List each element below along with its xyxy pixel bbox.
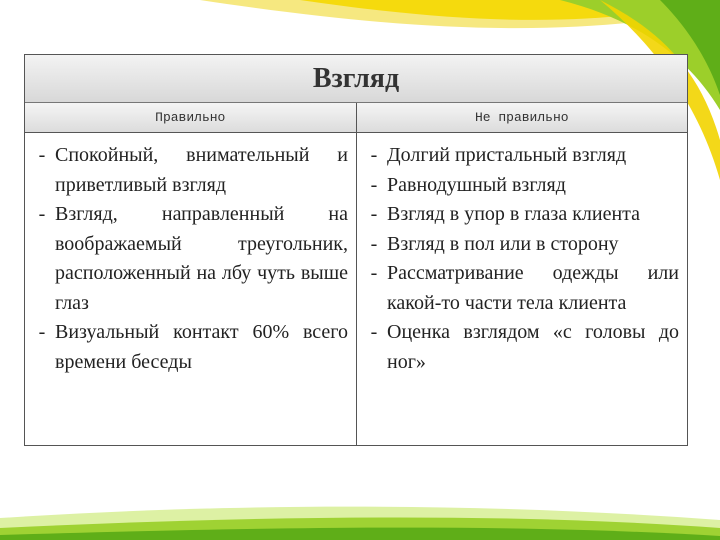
- list-item-text: Оценка взглядом «с головы до ног»: [387, 321, 679, 373]
- bullet-dash: -: [370, 232, 378, 255]
- list-item-text: Долгий пристальный взгляд: [387, 144, 627, 166]
- list-item: [361, 200, 679, 230]
- list-item-text: Взгляд, направленный на воображаемый треугольник, расположенный на лбу чуть выше глаз: [55, 203, 348, 314]
- column-correct: [25, 133, 356, 445]
- list-item: [361, 318, 679, 377]
- bullet-dash: -: [370, 262, 378, 284]
- table-header-row: [25, 103, 687, 133]
- list-item: [361, 141, 679, 171]
- list-item: [29, 200, 348, 318]
- bullet-dash: -: [370, 321, 378, 343]
- list-item-text: Спокойный, внимательный и приветливый взгляд: [55, 144, 348, 196]
- header-correct: Правильно: [155, 110, 226, 125]
- list-item-text: Взгляд в упор в глаза клиента: [387, 203, 641, 225]
- list-item-text: Рассматривание одежды или какой-то части тела клиента: [387, 262, 679, 314]
- table-title: Взгляд: [25, 55, 687, 103]
- bullet-dash: -: [38, 321, 46, 343]
- list-item: [361, 171, 679, 201]
- bullet-dash: -: [38, 144, 46, 166]
- bullet-dash: -: [38, 203, 46, 225]
- table-body-row: [25, 133, 687, 445]
- bullet-dash: -: [370, 203, 378, 225]
- column-incorrect: [356, 133, 687, 445]
- list-item: [29, 318, 348, 377]
- bullet-dash: -: [370, 173, 378, 196]
- list-item: [361, 259, 679, 318]
- list-item: [29, 141, 348, 200]
- list-item: [361, 230, 679, 260]
- list-item-text: Равнодушный взгляд: [387, 173, 566, 196]
- list-item-text: Визуальный контакт 60% всего времени беседы: [55, 321, 348, 373]
- bullet-dash: -: [370, 144, 378, 166]
- header-incorrect: Не правильно: [356, 103, 688, 132]
- comparison-table: [24, 54, 688, 446]
- list-item-text: Взгляд в пол или в сторону: [387, 232, 619, 255]
